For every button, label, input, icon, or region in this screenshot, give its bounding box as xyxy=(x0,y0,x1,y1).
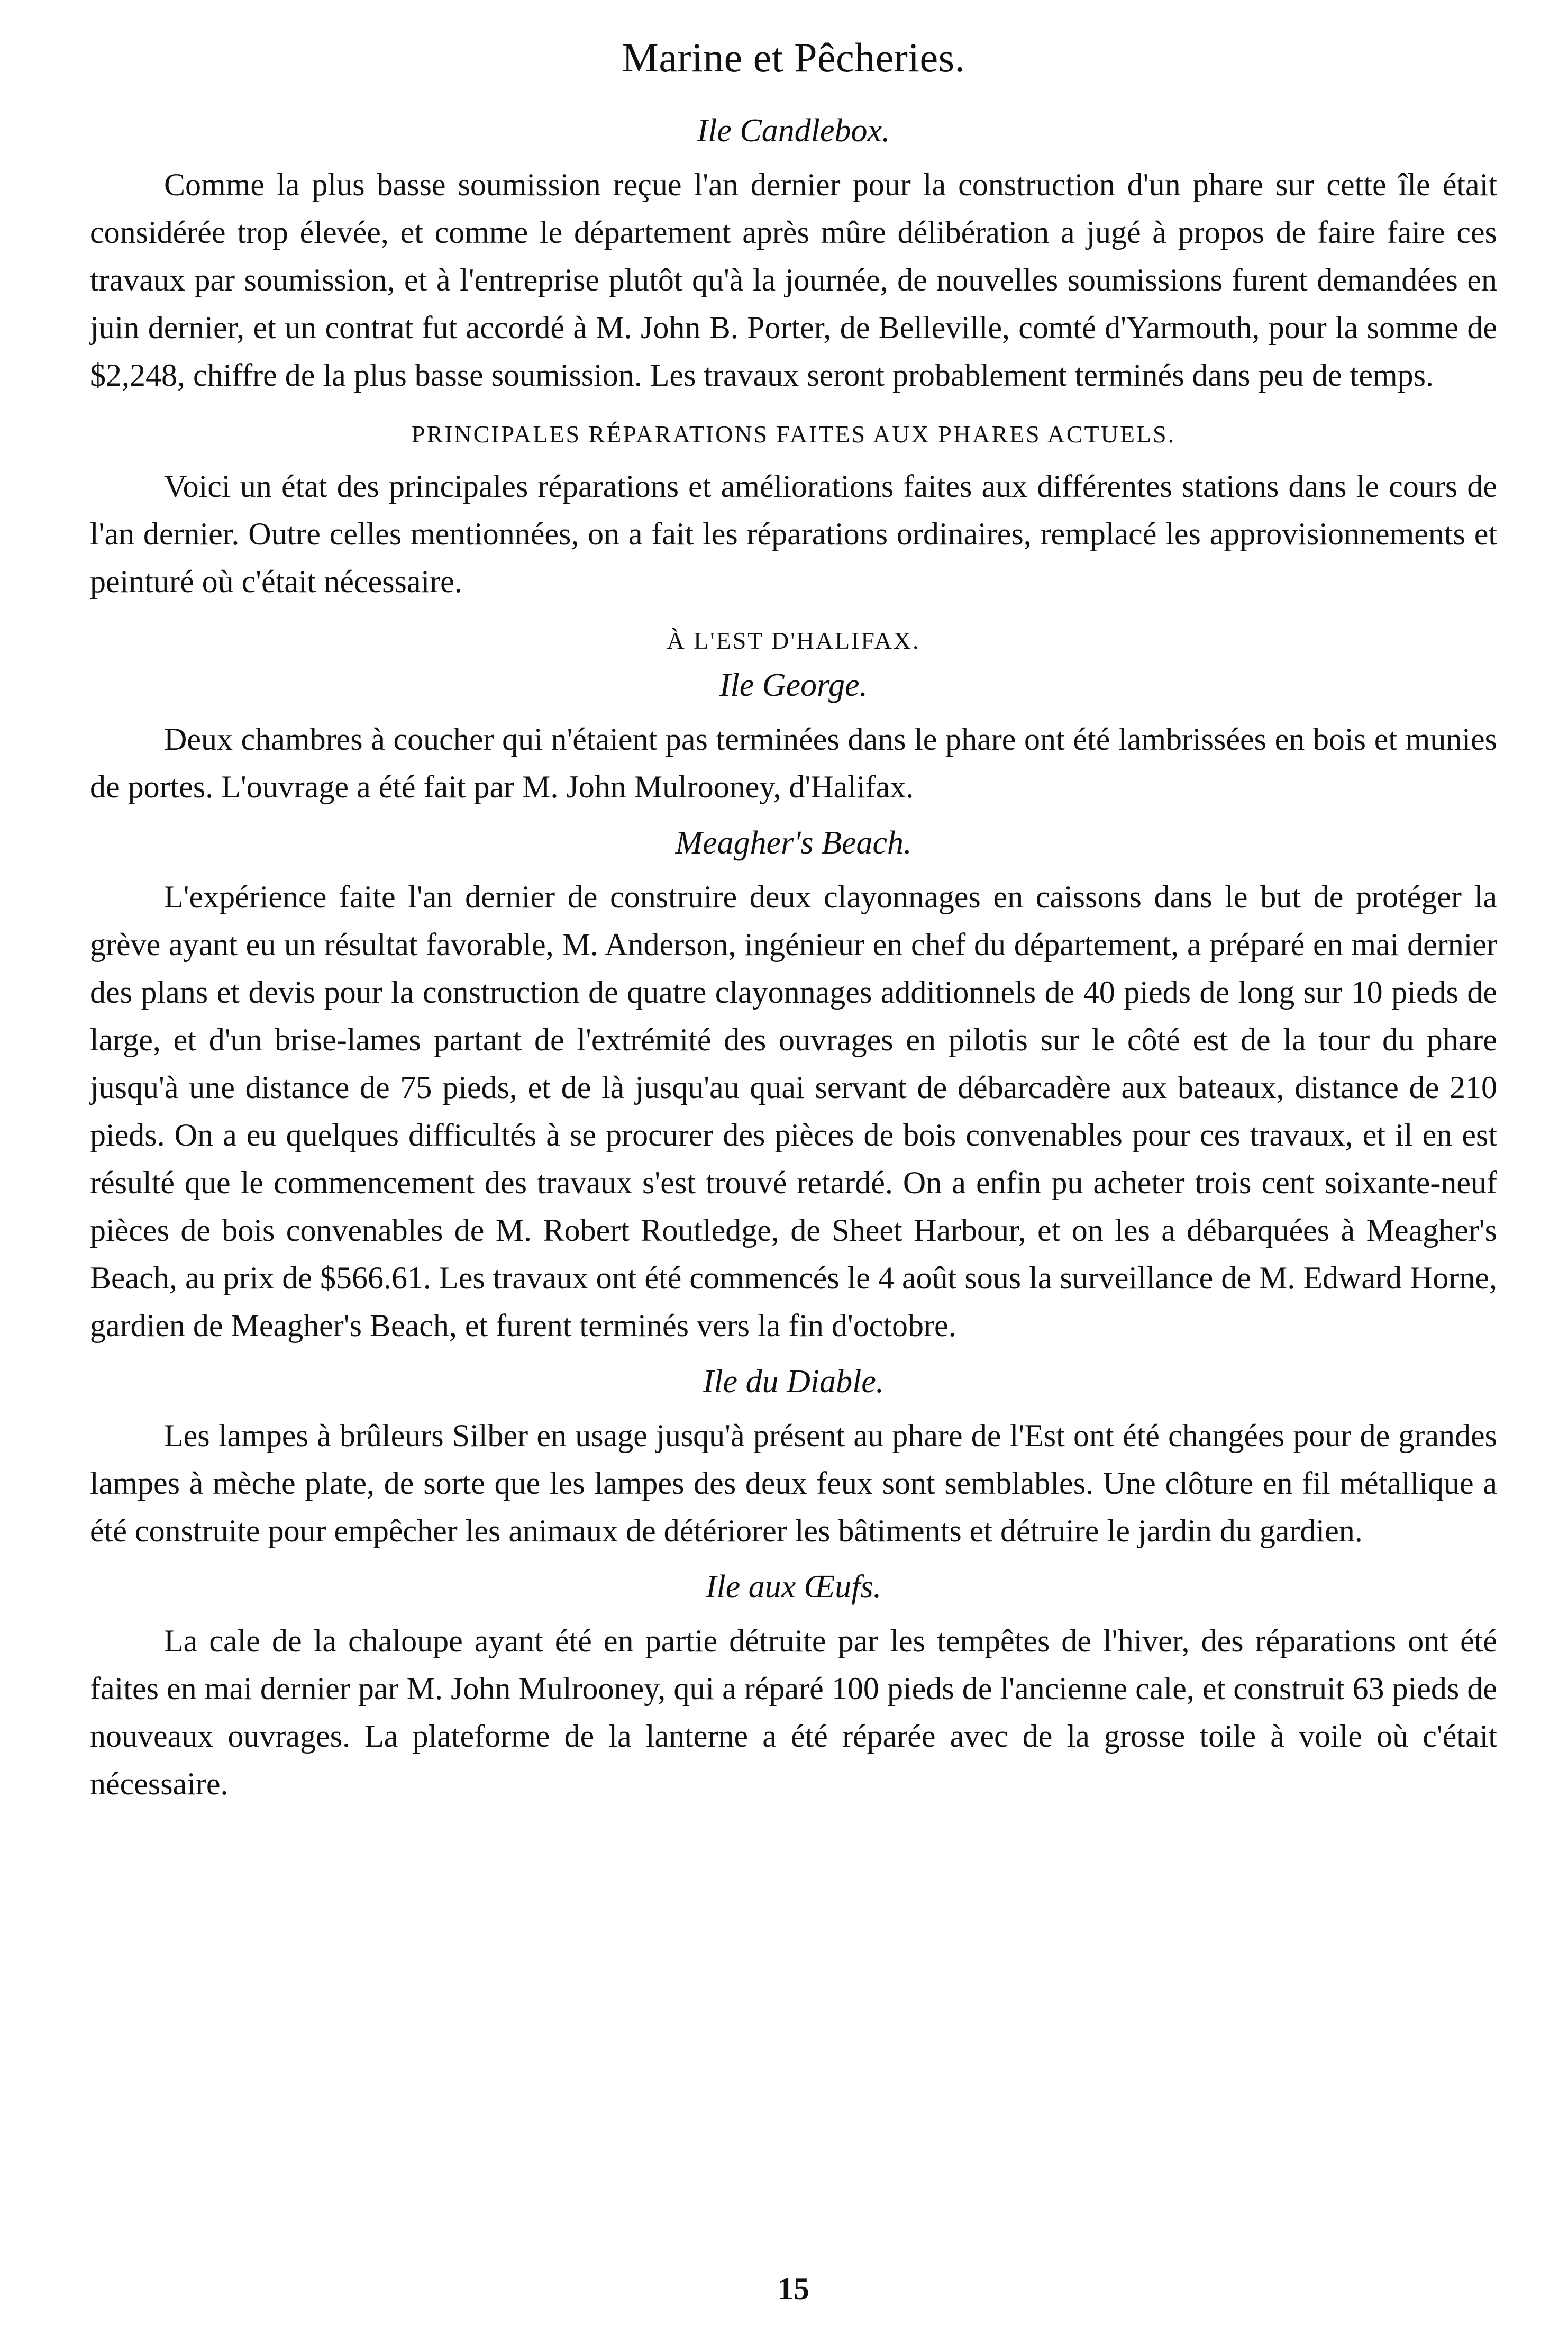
section-title-candlebox: Ile Candlebox. xyxy=(697,113,890,149)
section-title-oeufs: Ile aux Œufs. xyxy=(705,1569,882,1605)
running-head: Marine et Pêcheries. xyxy=(622,34,965,80)
page-number: 15 xyxy=(778,2271,809,2306)
paragraph-reparations: Voici un état des principales réparations et améliorations faites aux différentes stations dans le cours de l'an dernier. Outre celles mentionnées, on a fait les réparations ordinaires, remplacé les approvisionnements et peinturé où c'était nécessaire. xyxy=(90,469,1497,599)
paragraph-oeufs: La cale de la chaloupe ayant été en partie détruite par les tempêtes de l'hiver, des réparations ont été faites en mai dernier par M. John Mulrooney, qui a réparé 100 pieds de l'ancienne cale, et construit 63 pieds de nouveaux ouvrages. La plateforme de la lanterne a été réparée avec de la grosse toile à voile où c'était nécessaire. xyxy=(90,1623,1497,1801)
paragraph-candlebox: Comme la plus basse soumission reçue l'an dernier pour la construction d'un phare sur cette île était considérée trop élevée, et comme le département après mûre délibération a jugé à propos de faire faire ces travaux par soumission, et à l'entreprise plutôt qu'à la journée, de nouvelles soumissions furent demandées en juin dernier, et un contrat fut accordé à M. John B. Porter, de Belleville, comté d'Yarmouth, pour la somme de $2,248, chiffre de la plus basse soumission. Les travaux seront probablement terminés dans peu de temps. xyxy=(90,167,1497,393)
paragraph-diable: Les lampes à brûleurs Silber en usage jusqu'à présent au phare de l'Est ont été changées pour de grandes lampes à mèche plate, de sorte que les lampes des deux feux sont semblables. Une clôture en fil métallique a été construite pour empêcher les animaux de détériorer les bâtiments et détruire le jardin du gardien. xyxy=(90,1418,1497,1548)
paragraph-george: Deux chambres à coucher qui n'étaient pas terminées dans le phare ont été lambrissées en bois et munies de portes. L'ouvrage a été fait par M. John Mulrooney, d'Halifax. xyxy=(90,722,1497,804)
section-title-diable: Ile du Diable. xyxy=(703,1364,885,1400)
section-title-george: Ile George. xyxy=(719,667,868,703)
section-heading-est-halifax: À L'EST D'HALIFAX. xyxy=(667,627,920,654)
paragraph-meagher: L'expérience faite l'an dernier de construire deux clayonnages en caissons dans le but de protéger la grève ayant eu un résultat favorable, M. Anderson, ingénieur en chef du département, a préparé en mai dernier des plans et devis pour la construction de quatre clayonnages additionnels de 40 pieds de long sur 10 pieds de large, et d'un brise-lames partant de l'extrémité des ouvrages en pilotis sur le côté est de la tour du phare jusqu'à une distance de 75 pieds, et de là jusqu'au quai servant de débarcadère aux bateaux, distance de 210 pieds. On a eu quelques difficultés à se procurer des pièces de bois convenables pour ces travaux, et il en est résulté que le commencement des travaux s'est trouvé retardé. On a enfin pu acheter trois cent soixante-neuf pièces de bois convenables de M. Robert Routledge, de Sheet Harbour, et on les a débarquées à Meagher's Beach, au prix de $566.61. Les travaux ont été commencés le 4 août sous la surveillance de M. Edward Horne, gardien de Meagher's Beach, et furent terminés vers la fin d'octobre. xyxy=(90,879,1497,1343)
document-page xyxy=(90,34,1497,2312)
section-heading-reparations: PRINCIPALES RÉPARATIONS FAITES AUX PHARES ACTUELS. xyxy=(411,421,1176,448)
section-title-meagher: Meagher's Beach. xyxy=(675,825,912,861)
